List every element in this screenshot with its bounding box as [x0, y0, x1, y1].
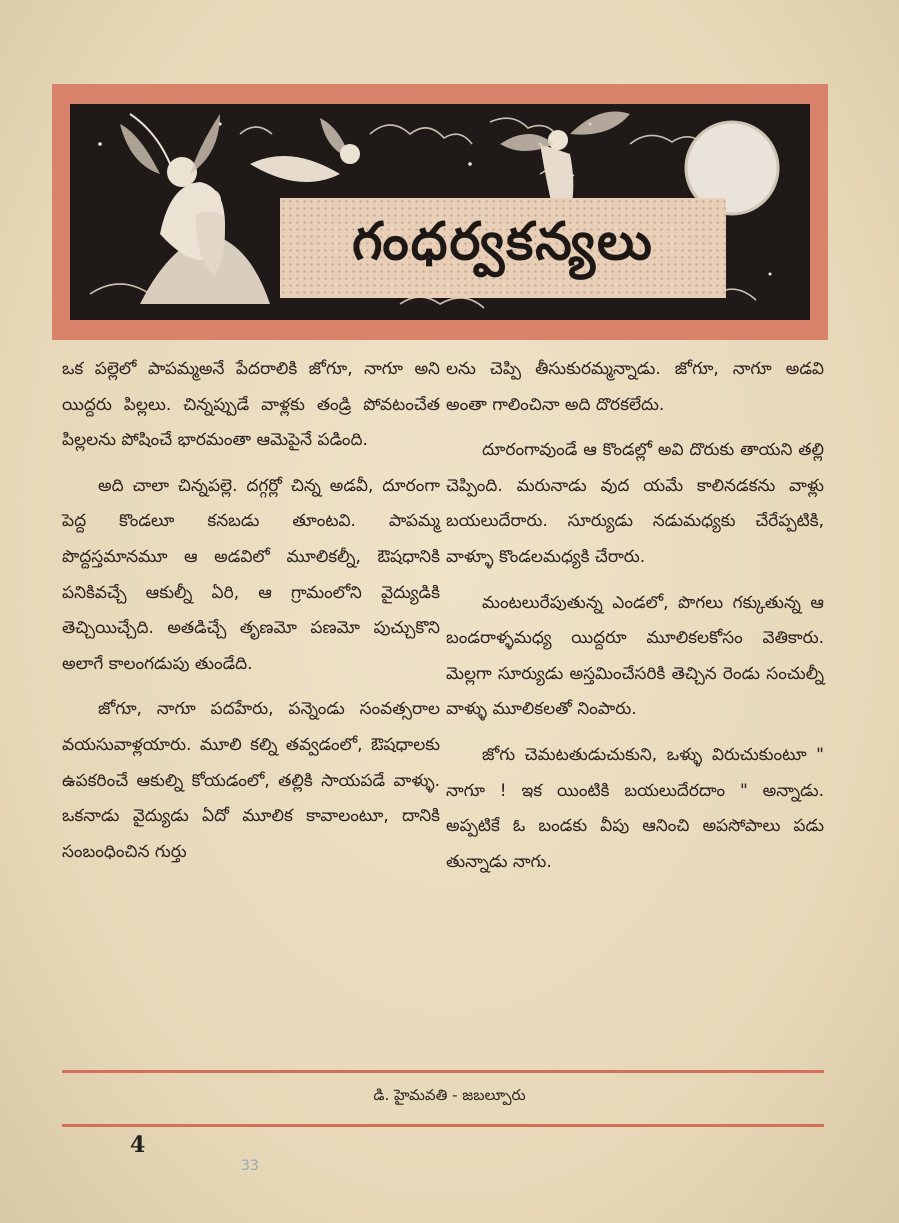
paragraph: దూరంగావుండే ఆ కొండల్లో అవి దొరుకు తాయని తల్లి చెప్పింది. మరునాడు వుద యమే కాలినడకను వాళ్లు బయలుదేరారు. సూర్యుడు నడుమధ్యకు చేరేప్పటికి, వాళ్ళూ కొండలమధ్యకి చేరారు. — [446, 440, 824, 567]
divider-top — [62, 1070, 824, 1073]
right-text-column — [446, 352, 824, 880]
paragraph: ఒక పల్లెలో పాపమ్మఅనే పేదరాలికి జోగూ, నాగూ అని యిద్దరు పిల్లలు. చిన్నప్పుడే వాళ్లకు తండ్రి పోవటంచేత పిల్లలను పోషించే భారమంతా ఆమెపైనే పడింది. — [62, 359, 440, 451]
author-byline: డి. హైమవతి - జబల్పూరు — [373, 1086, 526, 1104]
page-number: 4 — [130, 1132, 146, 1158]
paragraph: జోగు చెమటతుడుచుకుని, ఒళ్ళు విరుచుకుంటూ " నాగూ ! ఇక యింటికి బయలుదేరదాం " అన్నాడు. అప్పటికే ఓ బండకు వీపు ఆనించి అపసోపాలు పడు తున్నాడు నాగు. — [446, 744, 824, 872]
paragraph: అది చాలా చిన్నపల్లె. దగ్గర్లో చిన్న అడవీ, దూరంగా పెద్ద కొండలూ కనబడు తూంటవి. పాపమ్మ పొద్దస్తమానమూ ఆ అడవిలో మూలికల్నీ, ఔషధానికి పనికివచ్చే ఆకుల్నీ ఏరి, ఆ గ్రామంలోని వైద్యుడికి తెచ్చియిచ్చేది. అతడిచ్చే తృణమో పణమో పుచ్చుకొని అలాగే కాలంగడుపు తుండేది. — [62, 475, 440, 674]
paragraph: లను చెప్పి తీసుకురమ్మన్నాడు. జోగూ, నాగూ అడవి అంతా గాలించినా అది దొరకలేదు. — [446, 359, 824, 415]
paragraph: జోగూ, నాగూ పదహేరు, పన్నెండు సంవత్సరాల వయసువాళ్లయారు. మూలి కల్ని తవ్వడంలో, ఔషధాలకు ఉపకరించే ఆకుల్ని కోయడంలో, తల్లికి సాయపడే వాళ్ళు. ఒకనాడు వైద్యుడు ఏదో మూలిక కావాలంటూ, దానికి సంబంధించిన గుర్తు — [62, 699, 440, 862]
story-title: గంధర్వకన్యలు — [352, 211, 654, 272]
left-text-column — [62, 352, 440, 870]
divider-bottom — [62, 1124, 824, 1127]
banner-illustration — [70, 104, 810, 320]
story-header-banner — [52, 84, 828, 340]
paragraph: మంటలురేపుతున్న ఎండలో, పొగలు గక్కుతున్న ఆ బండరాళ్ళమధ్య యిద్దరూ మూలికలకోసం వెతికారు. మెల్లగా సూర్యుడు అస్తమించేసరికి తెచ్చిన రెండు సంచుల్నీ వాళ్ళు మూలికలతో నింపారు. — [446, 592, 824, 720]
title-plate — [280, 198, 726, 298]
handwritten-margin-note: 33 — [241, 1158, 259, 1174]
